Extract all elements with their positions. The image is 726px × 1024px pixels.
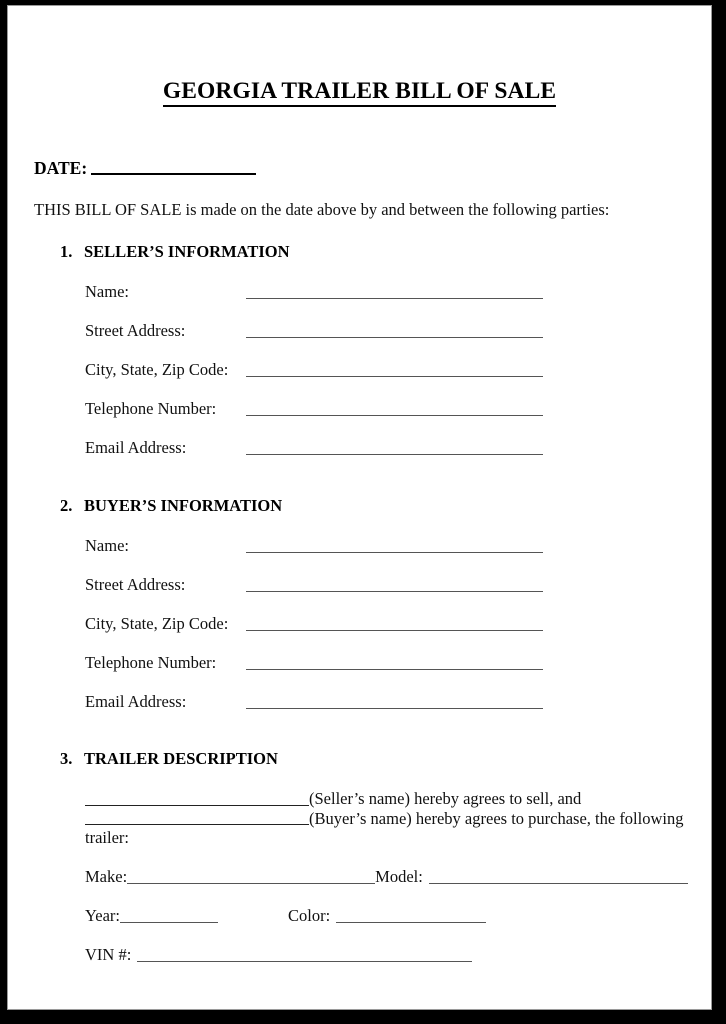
trailer-word-text: trailer: bbox=[85, 828, 129, 847]
vin-input[interactable] bbox=[137, 961, 472, 962]
seller-name-row bbox=[85, 282, 543, 302]
vin-row bbox=[85, 945, 472, 965]
seller-city-label: City, State, Zip Code: bbox=[85, 360, 229, 379]
buyer-phone-row bbox=[85, 653, 543, 673]
date-blank-field[interactable] bbox=[91, 173, 256, 175]
seller-city-input[interactable] bbox=[246, 376, 543, 377]
seller-street-row bbox=[85, 321, 543, 341]
seller-street-input[interactable] bbox=[246, 337, 543, 338]
year-label: Year: bbox=[85, 906, 120, 925]
seller-city-row bbox=[85, 360, 543, 380]
section-title-buyer: BUYER’S INFORMATION bbox=[84, 496, 283, 515]
buyer-email-label: Email Address: bbox=[85, 692, 187, 711]
buyer-street-row bbox=[85, 575, 543, 595]
seller-clause-text: (Seller’s name) hereby agrees to sell, and bbox=[309, 789, 582, 808]
buyer-clause-text: (Buyer’s name) hereby agrees to purchase, the following bbox=[309, 808, 684, 828]
seller-name-blank-input[interactable] bbox=[85, 805, 309, 806]
buyer-email-input[interactable] bbox=[246, 708, 543, 709]
buyer-street-input[interactable] bbox=[246, 591, 543, 592]
document-sheet bbox=[7, 5, 712, 1010]
make-label: Make: bbox=[85, 867, 128, 886]
seller-street-label: Street Address: bbox=[85, 321, 186, 340]
seller-email-row bbox=[85, 438, 543, 458]
seller-name-input[interactable] bbox=[246, 298, 543, 299]
buyer-city-row bbox=[85, 614, 543, 634]
make-model-row bbox=[85, 867, 688, 887]
year-input[interactable] bbox=[120, 922, 218, 923]
section-heading-seller bbox=[60, 242, 290, 262]
buyer-clause-line bbox=[85, 809, 683, 829]
seller-name-label: Name: bbox=[85, 282, 129, 301]
buyer-city-label: City, State, Zip Code: bbox=[85, 614, 229, 633]
seller-clause-line bbox=[85, 789, 683, 809]
seller-email-input[interactable] bbox=[246, 454, 543, 455]
year-color-row bbox=[85, 906, 486, 926]
buyer-phone-label: Telephone Number: bbox=[85, 653, 217, 672]
buyer-name-label: Name: bbox=[85, 536, 129, 555]
vin-label: VIN #: bbox=[85, 945, 132, 964]
seller-email-label: Email Address: bbox=[85, 438, 187, 457]
section-heading-trailer bbox=[60, 749, 278, 769]
buyer-email-row bbox=[85, 692, 543, 712]
section-number-2: 2. bbox=[60, 496, 73, 515]
section-heading-buyer bbox=[60, 496, 282, 516]
section-number-3: 3. bbox=[60, 749, 73, 768]
intro-paragraph: THIS BILL OF SALE is made on the date above by and between the following parties: bbox=[34, 200, 610, 219]
make-input[interactable] bbox=[127, 883, 375, 884]
section-title-seller: SELLER’S INFORMATION bbox=[84, 242, 290, 261]
color-input[interactable] bbox=[336, 922, 486, 923]
page-title-text: GEORGIA TRAILER BILL OF SALE bbox=[163, 78, 556, 107]
seller-phone-label: Telephone Number: bbox=[85, 399, 217, 418]
seller-phone-input[interactable] bbox=[246, 415, 543, 416]
buyer-name-blank-input[interactable] bbox=[85, 824, 309, 825]
buyer-phone-input[interactable] bbox=[246, 669, 543, 670]
model-label: Model: bbox=[375, 867, 423, 886]
date-row bbox=[34, 158, 256, 178]
model-input[interactable] bbox=[429, 883, 688, 884]
buyer-city-input[interactable] bbox=[246, 630, 543, 631]
trailer-agreement-paragraph bbox=[85, 789, 683, 848]
buyer-name-input[interactable] bbox=[246, 552, 543, 553]
seller-phone-row bbox=[85, 399, 543, 419]
section-number-1: 1. bbox=[60, 242, 73, 261]
buyer-name-row bbox=[85, 536, 543, 556]
page-title bbox=[8, 78, 711, 105]
section-title-trailer: TRAILER DESCRIPTION bbox=[84, 749, 278, 768]
color-label: Color: bbox=[288, 906, 331, 925]
date-label: DATE: bbox=[34, 158, 88, 178]
buyer-street-label: Street Address: bbox=[85, 575, 186, 594]
